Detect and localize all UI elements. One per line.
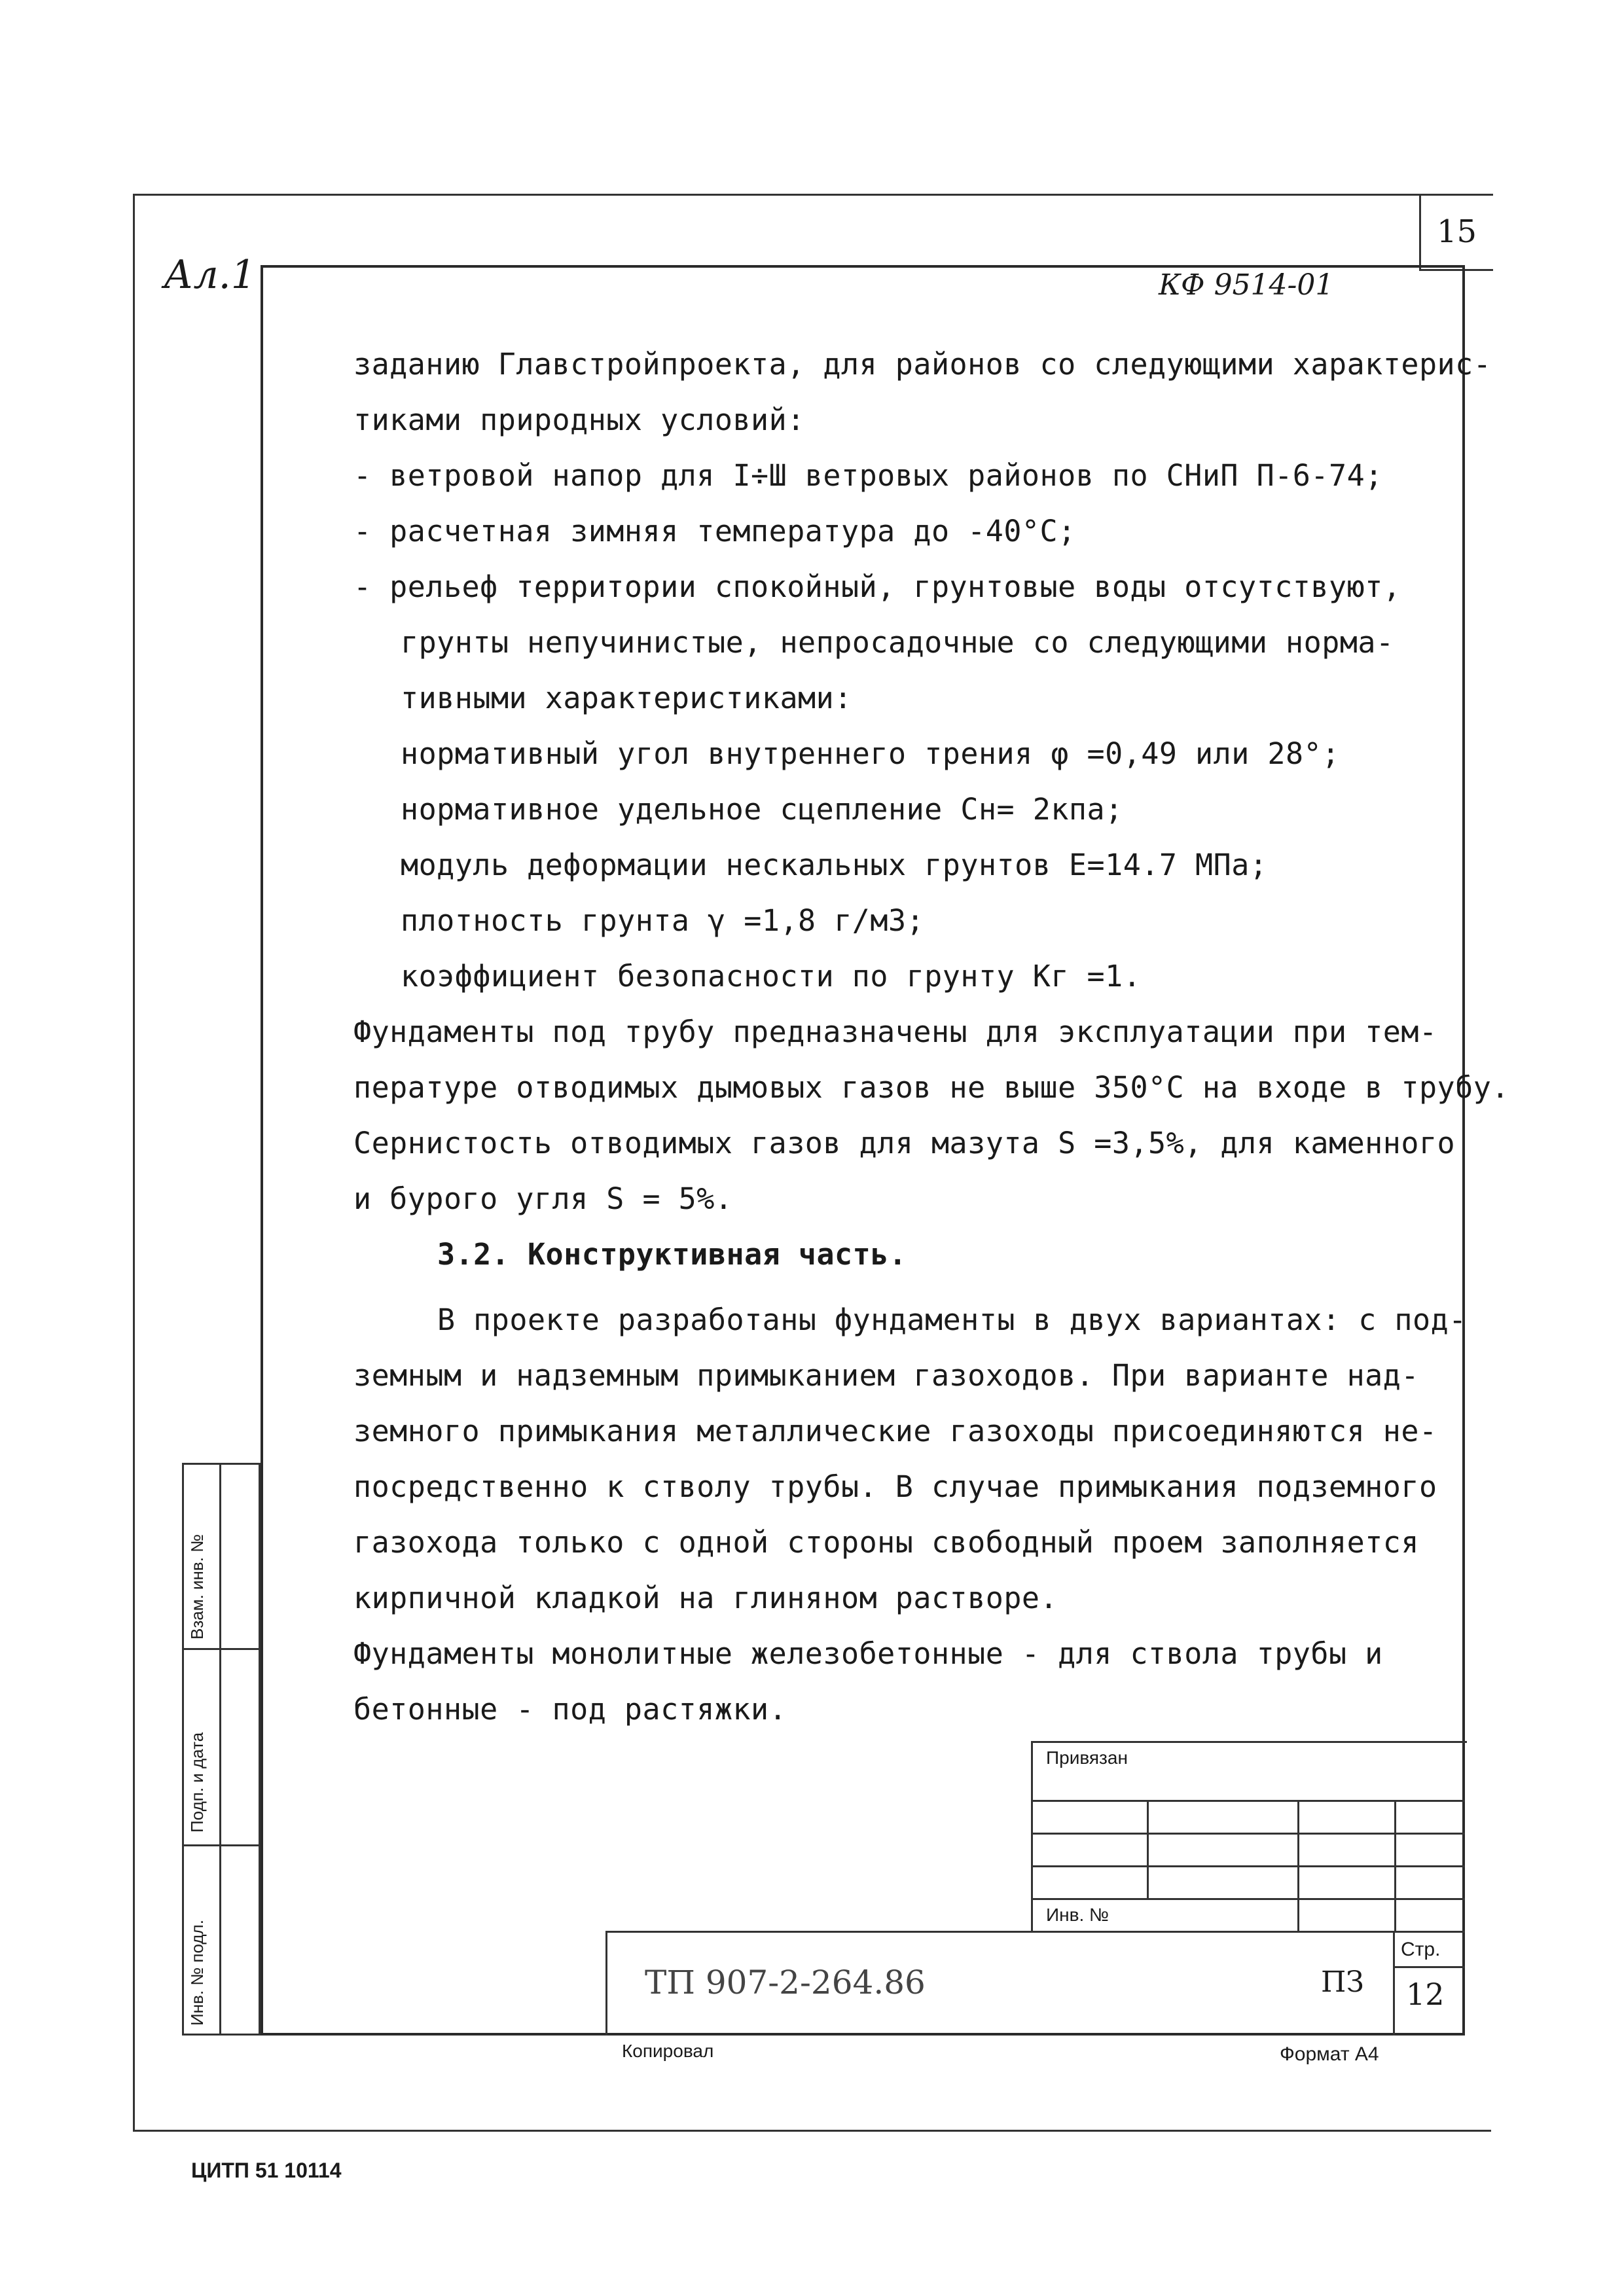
text-line: и бурого угля S = 5%. <box>353 1181 733 1216</box>
section-heading: 3.2. Конструктивная часть. <box>437 1237 907 1272</box>
project-code: ТП 907-2-264.86 <box>645 1964 926 2001</box>
margin-divider <box>184 1844 259 1846</box>
stamp-hline <box>1031 1898 1465 1900</box>
text-line: газохода только с одной стороны свободный проем заполняется <box>353 1525 1419 1560</box>
text-line: заданию Главстройпроекта, для районов со следующими характерис- <box>353 347 1492 382</box>
section-code: ПЗ <box>1321 1965 1364 1999</box>
text-line: Фундаменты под трубу предназначены для эксплуатации при тем- <box>353 1014 1437 1049</box>
text-line: земным и надземным примыканием газоходов. При варианте над- <box>353 1358 1419 1393</box>
text-line: нормативное удельное сцепление Сн= 2кпа; <box>401 792 1123 827</box>
outer-border-top <box>133 194 1419 196</box>
handwritten-mark: Ал.1 <box>164 252 256 298</box>
margin-divider <box>184 1648 259 1650</box>
stamp-vline <box>1297 1800 1299 1931</box>
text-line: земного примыкания металлические газоходы присоединяются не- <box>353 1414 1437 1448</box>
format-label: Формат А4 <box>1280 2043 1379 2065</box>
text-line: коэффициент безопасности по грунту Кг =1. <box>401 959 1142 994</box>
kopiroval-label: Копировал <box>622 2041 714 2061</box>
text-line: посредственно к стволу трубы. В случае примыкания подземного <box>353 1469 1437 1504</box>
text-line: бетонные - под растяжки. <box>353 1692 787 1727</box>
vzam-inv-label: Взам. инв. № <box>187 1534 207 1640</box>
stamp-vline <box>1147 1800 1149 1898</box>
outer-border-bottom <box>133 2130 1491 2132</box>
inv-label: Инв. № <box>1046 1905 1110 1925</box>
outer-border-left <box>133 194 135 2131</box>
privyazan-label: Привязан <box>1046 1748 1128 1768</box>
text-line: модуль деформации нескальных грунтов Е=14.7 МПа; <box>401 848 1268 882</box>
text-line: тиками природных условий: <box>353 403 805 437</box>
stamp-hline <box>1031 1833 1465 1835</box>
text-line: тивными характеристиками: <box>401 681 852 715</box>
sheet-number: 15 <box>1437 213 1477 250</box>
text-line: Фундаменты монолитные железобетонные - для ствола трубы и <box>353 1636 1383 1671</box>
text-line: - ветровой напор для I÷Ш ветровых районов по СНиП П-6-74; <box>353 458 1383 493</box>
text-line: пературе отводимых дымовых газов не выше 350°С на входе в трубу. <box>353 1070 1509 1105</box>
doc-code: КФ 9514-01 <box>1159 268 1334 302</box>
text-line: нормативный угол внутреннего трения φ =0,49 или 28°; <box>401 736 1340 771</box>
stamp-vline <box>1394 1800 1396 1931</box>
page-label: Стр. <box>1401 1939 1441 1960</box>
text-line: кирпичной кладкой на глиняном растворе. <box>353 1581 1058 1615</box>
text-line: грунты непучинистые, непросадочные со следующими норма- <box>401 625 1394 660</box>
stamp-hline <box>1031 1800 1465 1802</box>
text-line: Сернистость отводимых газов для мазута S =3,5%, для каменного <box>353 1126 1456 1160</box>
margin-divider <box>219 1465 221 2034</box>
stamp-vline <box>1393 1931 1395 2036</box>
text-line: - расчетная зимняя температура до -40°С; <box>353 514 1076 548</box>
page-number: 12 <box>1406 1977 1445 2012</box>
stamp-hline <box>1393 1966 1465 1968</box>
citp-label: ЦИТП 51 10114 <box>191 2159 342 2182</box>
text-line: плотность грунта γ =1,8 г/м3; <box>401 903 925 938</box>
text-line: В проекте разработаны фундаменты в двух вариантах: с под- <box>437 1302 1467 1337</box>
inv-podl-label: Инв. № подл. <box>187 1920 207 2026</box>
text-line: - рельеф территории спокойный, грунтовые воды отсутствуют, <box>353 569 1401 604</box>
stamp-hline <box>1031 1865 1465 1867</box>
podp-data-label: Подп. и дата <box>187 1732 207 1833</box>
